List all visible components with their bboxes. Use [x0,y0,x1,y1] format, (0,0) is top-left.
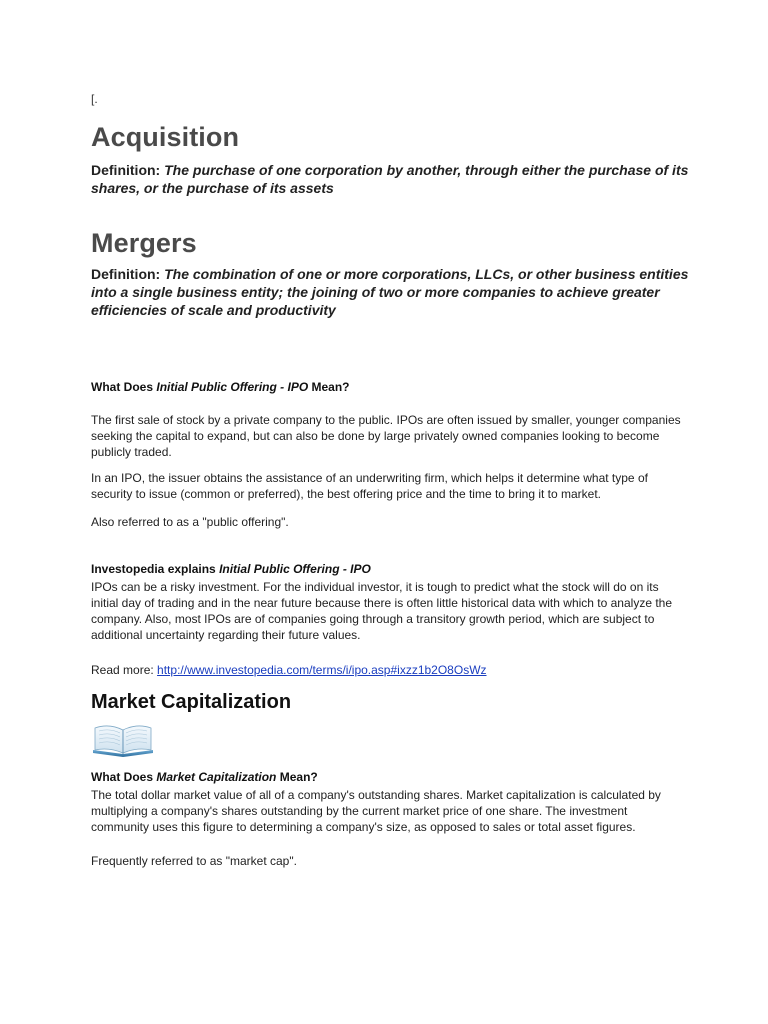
market-cap-paragraph-1: The total dollar market value of all of a company's outstanding shares. Market capitalization is calculated by multiplying a company's shares outstanding by the current market price of one share. The investment community uses this figure to determining a company's size, as opposed to sales or total asset figures. [91,788,661,834]
mergers-title: Mergers [91,228,197,258]
market-cap-q-prefix: What Does [91,770,154,784]
read-more-label: Read more: [91,663,154,677]
acquisition-def-text: The purchase of one corporation by another, through either the purchase of its shares, or the purchase of its assets [91,162,689,196]
read-more-link[interactable]: http://www.investopedia.com/terms/i/ipo.asp#ixzz1b2O8OsWz [157,663,487,677]
ipo-q-term: Initial Public Offering - IPO [156,380,309,394]
mergers-def-label: Definition: [91,266,161,282]
ipo-paragraph-1: The first sale of stock by a private company to the public. IPOs are often issued by smaller, younger companies seeking the capital to expand, but can also be done by large privately owned companies looking to become publicly traded. [91,413,681,459]
ipo-explains-heading [91,562,371,576]
market-cap-paragraph-2: Frequently referred to as "market cap". [91,854,297,868]
ipo-question [91,380,350,394]
ipo-explains-prefix: Investopedia explains [91,562,216,576]
ipo-q-suffix: Mean? [311,380,350,394]
read-more-line [91,662,681,678]
ipo-explains-term: Initial Public Offering - IPO [219,562,371,576]
ipo-q-prefix: What Does [91,380,154,394]
market-cap-q-suffix: Mean? [279,770,318,784]
mergers-def-text: The combination of one or more corporations, LLCs, or other business entities into a single business entity; the joining of two or more companies to achieve greater efficiencies of scale and productivity [91,266,689,318]
ipo-paragraph-2: In an IPO, the issuer obtains the assistance of an underwriting firm, which helps it determine what type of security to issue (common or preferred), the best offering price and the time to bring it to market. [91,471,648,501]
ipo-paragraph-3: Also referred to as a "public offering". [91,515,289,529]
market-cap-title: Market Capitalization [91,691,292,713]
ipo-explains-text: IPOs can be a risky investment. For the individual investor, it is tough to predict what the stock will do on its initial day of trading and in the near future because there is often little historical data with which to analyze the company. Also, most IPOs are of companies going through a transitory growth period, which are subject to additional uncertainty regarding their future values. [91,580,673,642]
open-book-icon [91,718,155,758]
market-cap-q-term: Market Capitalization [156,770,277,784]
market-cap-question [91,770,318,784]
acquisition-def-label: Definition: [91,162,161,178]
mergers-definition [91,265,691,319]
bracket-text: [. [91,92,98,106]
acquisition-title: Acquisition [91,122,240,152]
acquisition-definition [91,161,691,197]
